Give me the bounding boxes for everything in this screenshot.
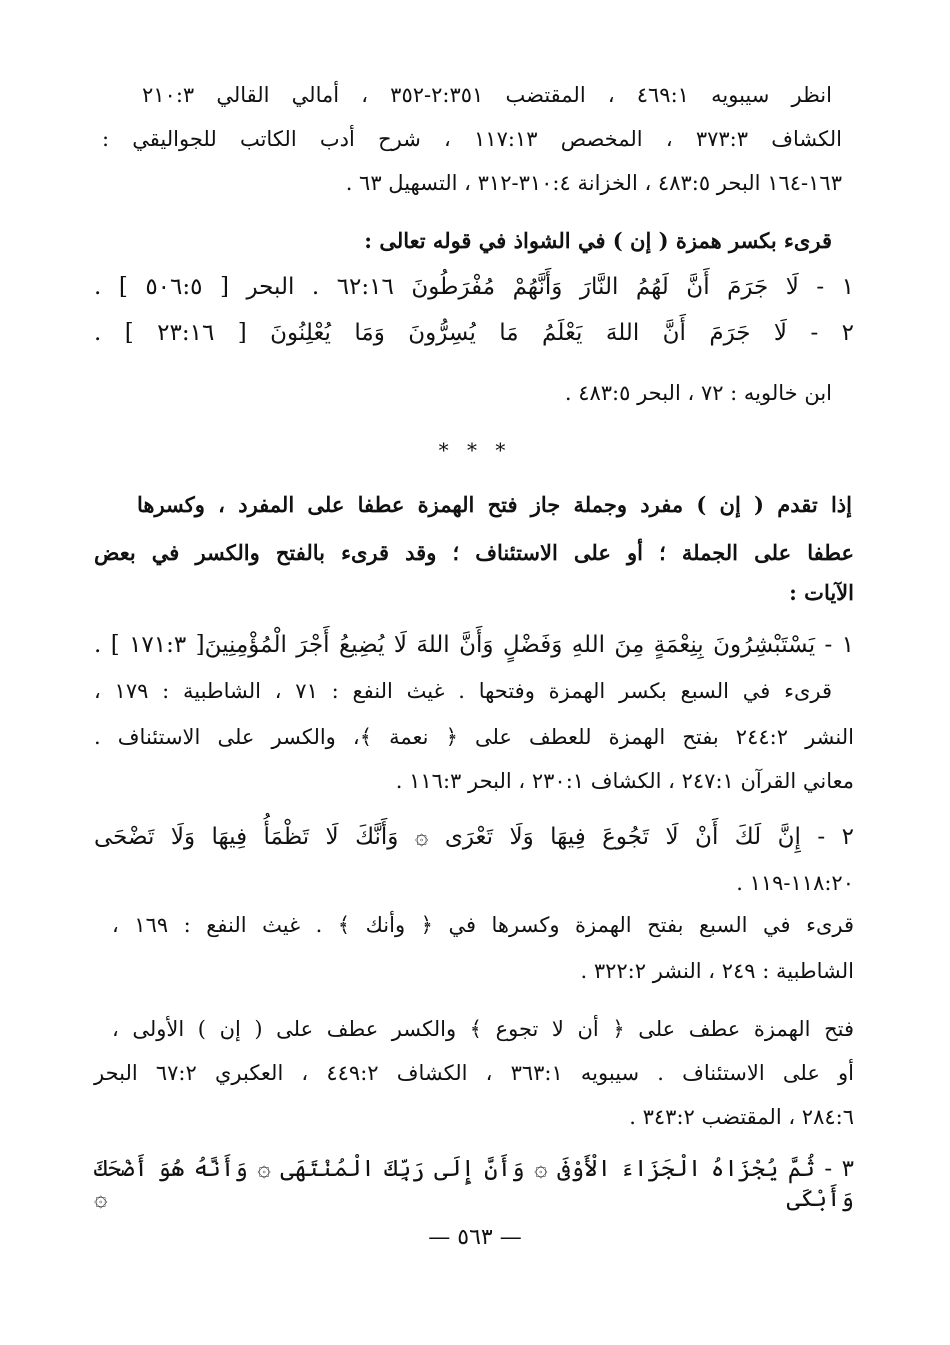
intro-line: قرىء بكسر همزة ( إن ) في الشواذ في قوله تعالى :: [364, 228, 832, 253]
verse-2: ٢ - لَا جَرَمَ أَنَّ اللهَ يَعْلَمُ مَا يُسِرُّونَ وَمَا يُعْلِنُونَ [ ٢٣:١٦ ] .: [94, 320, 855, 346]
example-1-note-3: معاني القرآن ٢٤٧:١ ، الكشاف ٢٣٠:١ ، البحر ١١٦:٣ .: [395, 769, 854, 793]
section-separator: * * *: [438, 438, 512, 462]
reference-line: ابن خالويه : ٧٢ ، البحر ٤٨٣:٥ .: [564, 381, 832, 405]
example-2-verse: ٢ - إِنَّ لَكَ أَنْ لَا تَجُوعَ فِيهَا وَلَا تَعْرَى ۞ وَأَنَّكَ لَا تَظْمَأُ فِيهَا وَلَا تَضْحَى: [94, 824, 854, 850]
example-2-ref: ١١٨:٢٠-١١٩ .: [736, 871, 854, 895]
footnote-line-3: ١٦٣-١٦٤ البحر ٤٨٣:٥ ، الخزانة ٣١٠:٤-٣١٢ ، التسهيل ٦٣ .: [345, 171, 842, 195]
verse-1: ١ - لَا جَرَمَ أَنَّ لَهُمُ النَّارَ وَأَنَّهُمْ مُفْرَطُونَ ٦٢:١٦ . البحر [ ٥٠٦:٥ ] .: [94, 274, 855, 300]
page-number: — ٥٦٣ —: [428, 1225, 522, 1250]
example-2-note-4: أو على الاستئناف . سيبويه ٣٦٣:١ ، الكشاف ٤٤٩:٢ ، العكبري ٦٧:٢ البحر: [94, 1061, 854, 1085]
rule-line-1: إذا تقدم ( إن ) مفرد وجملة جاز فتح الهمزة عطفا على المفرد ، وكسرها: [137, 492, 852, 517]
footnote-line-2: الكشاف ٣٧٣:٣ ، المخصص ١١٧:١٣ ، شرح أدب الكاتب للجواليقي :: [102, 127, 842, 151]
example-1-verse: ١ - يَسْتَبْشِرُونَ بِنِعْمَةٍ مِنَ اللهِ وَفَضْلٍ وَأَنَّ اللهَ لَا يُضِيعُ أَجْرَ الْمُؤْمِنِينَ[ ١٧١:٣ ] .: [94, 632, 854, 658]
example-2-note-5: ٢٨٤:٦ ، المقتضب ٣٤٣:٢ .: [629, 1105, 854, 1129]
rule-line-2: عطفا على الجملة ؛ أو على الاستئناف ؛ وقد قرىء بالفتح والكسر في بعض: [94, 540, 854, 565]
example-2-note-1: قرىء في السبع بفتح الهمزة وكسرها في ﴿ وأنك ﴾ . غيث النفع : ١٦٩ ،: [112, 913, 855, 937]
example-2-note-3: فتح الهمزة عطف على ﴿ أن لا تجوع ﴾ والكسر عطف على ( إن ) الأولى ،: [112, 1017, 854, 1041]
example-1-note-1: قرىء في السبع بكسر الهمزة وفتحها . غيث النفع : ٧١ ، الشاطبية : ١٧٩ ،: [94, 679, 833, 703]
example-1-note-2: النشر ٢٤٤:٢ بفتح الهمزة للعطف على ﴿ نعمة ﴾، والكسر على الاستئناف .: [94, 725, 854, 749]
footnote-line-1: انظر سيبويه ٤٦٩:١ ، المقتضب ٢:٣٥١-٣٥٢ ، أمالي القالي ٢١٠:٣: [142, 83, 832, 107]
example-2-note-2: الشاطبية : ٢٤٩ ، النشر ٣٢٢:٢ .: [580, 959, 854, 983]
example-3-verse: ٣ - ثُمَّ يُجْزَاهُ الْجَزَاءَ الْأَوْفَى ۞ وَأَنَّ إِلَى رَبِّكَ الْمُنْتَهَى ۞ وَأَنَّهُ هُوَ أَضْحَكَ وَأَبْكَى ۞: [94, 1156, 854, 1212]
rule-line-3: الآيات :: [789, 580, 854, 605]
